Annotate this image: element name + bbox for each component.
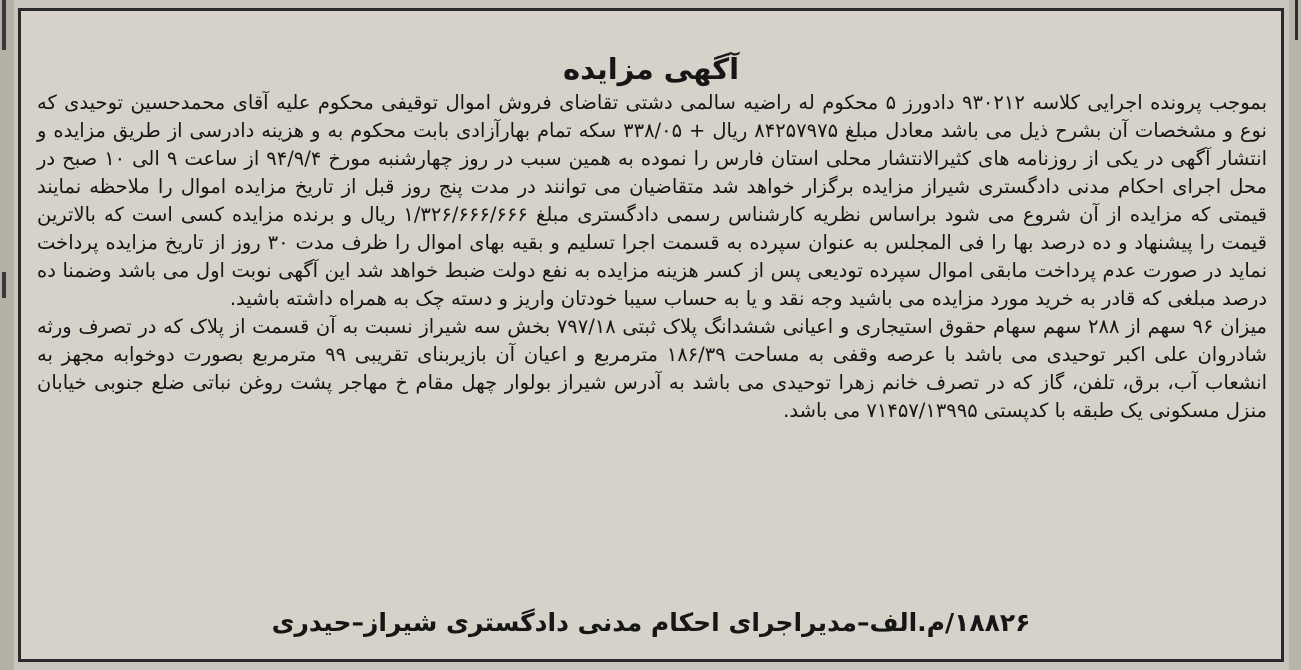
right-page-edge — [1289, 0, 1301, 670]
edge-mark — [2, 0, 6, 50]
notice-paragraph-property: میزان ۹۶ سهم از ۲۸۸ سهم سهام حقوق استیجاری و اعیانی ششدانگ پلاک ثبتی ۷۹۷/۱۸ بخش سه شیراز نسبت به آن قسمت از پلاک که در تصرف ورثه شادروان علی اکبر توحیدی می باشد با عرصه وقفی به مساحت ۱۸۶/۳۹ مترمربع و اعیان آن بازیربنای تقریبی ۹۹ مترمربع بصورت دوخوابه مجهز به انشعاب آب، برق، تلفن، گاز که در تصرف خانم زهرا توحیدی می باشد به آدرس شیراز بولوار چهل مقام خ مهاجر پشت روغن نباتی ضلع جنوبی خیابان منزل مسکونی یک طبقه با کدپستی ۷۱۴۵۷/۱۳۹۹۵ می باشد. — [37, 315, 1268, 422]
notice-body — [21, 89, 1281, 425]
notice-title: آگهی مزایده — [562, 52, 740, 86]
auction-notice — [18, 8, 1284, 662]
edge-mark — [1295, 0, 1298, 40]
notice-signature: ۱۸۸۲۶/م.الف–مدیراجرای احکام مدنی دادگستری شیراز–حیدری — [271, 608, 1031, 637]
edge-mark — [2, 272, 6, 298]
notice-paragraph-main: بموجب پرونده اجرایی کلاسه ۹۳۰۲۱۲ دادورز ۵ محکوم له راضیه سالمی دشتی تقاضای فروش اموال توقیفی محکوم علیه آقای محمدحسین توحیدی که نوع و مشخصات آن بشرح ذیل می باشد معادل مبلغ ۸۴۲۵۷۹۷۵ ریال + ۳۳۸/۰۵ سکه تمام بهارآزادی بابت محکوم به و هزینه دادرسی از طریق مزایده و انتشار آگهی در یکی از روزنامه های کثیرالانتشار محلی استان فارس را نموده به همین سبب در روز چهارشنبه مورخ ۹۴/۹/۴ از ساعت ۹ الی ۱۰ صبح در محل اجرای احکام مدنی دادگستری شیراز مزایده برگزار خواهد شد متقاضیان می توانند در مدت پنج روز قبل از تاریخ مزایده اموال را ملاحظه نمایند قیمتی که مزایده از آن شروع می شود براساس نظریه کارشناس رسمی دادگستری مبلغ ۱/۳۲۶/۶۶۶/۶۶۶ ریال و برنده مزایده کسی است که بالاترین قیمت را پیشنهاد و ده درصد بها را فی المجلس به عنوان سپرده به قسمت اجرا تسلیم و بقیه بهای اموال را ظرف مدت ۳۰ روز از تاریخ مزایده پرداخت نماید در صورت عدم پرداخت مابقی اموال سپرده تودیعی پس از کسر هزینه مزایده به نفع دولت ضبط خواهد شد این آگهی نوبت اول می باشد وضمنا ده درصد مبلغی که قادر به خرید مورد مزایده می باشید وجه نقد و یا به حساب سیبا خودتان واریز و دسته چک به همراه داشته باشید. — [37, 91, 1268, 310]
left-page-edge — [0, 0, 14, 670]
